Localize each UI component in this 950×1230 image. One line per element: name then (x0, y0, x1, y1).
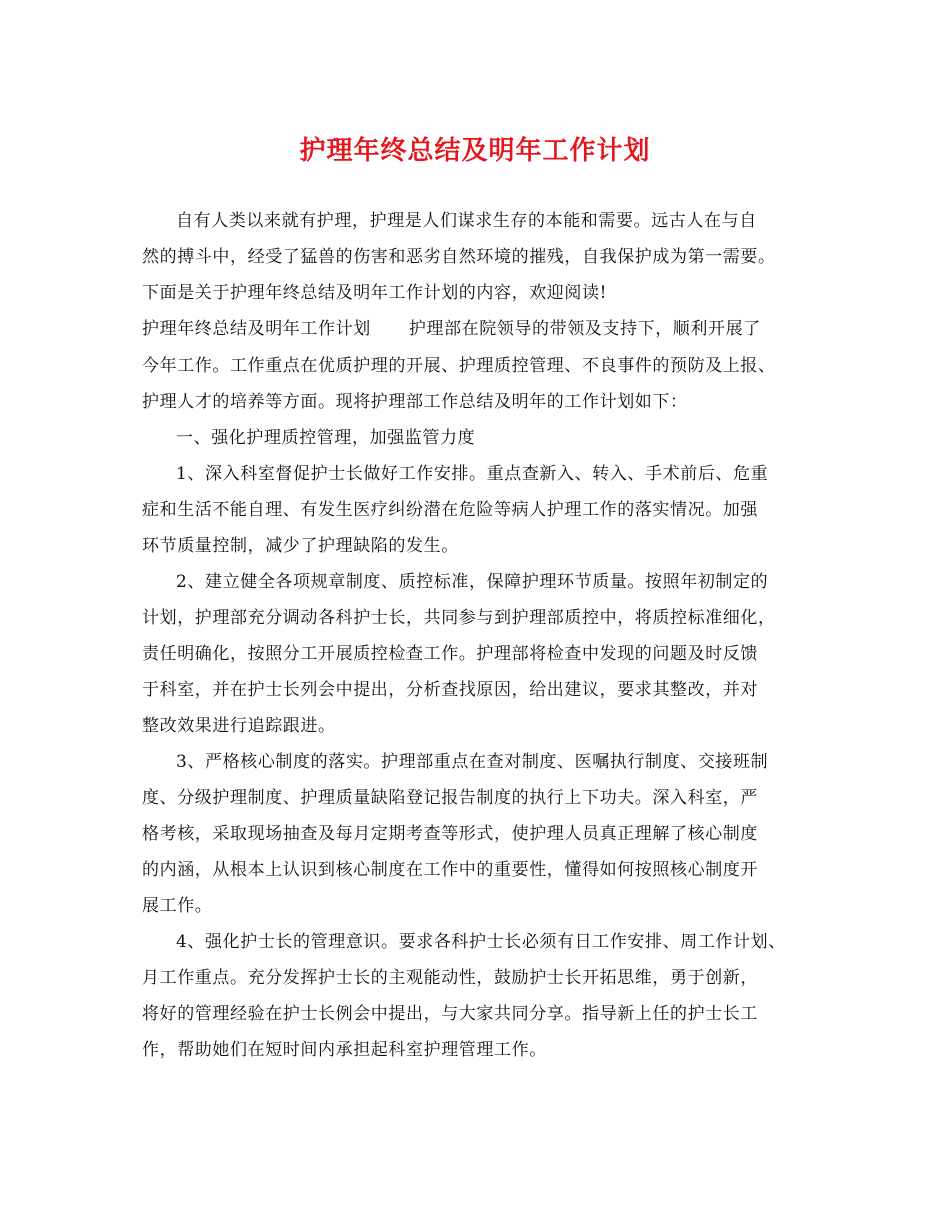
inline-text: 护理部在院领导的带领及支持下，顺利开展了 (408, 319, 761, 339)
section-heading: 一、强化护理质控管理，加强监管力度 (176, 428, 476, 448)
document-title: 护理年终总结及明年工作计划 (299, 136, 651, 166)
paragraph-line-heading (142, 318, 761, 340)
paragraph-line: 将好的管理经验在护士长例会中提出，与大家共同分享。指导新上任的护士长工 (142, 1004, 758, 1024)
paragraph-line: 护理人才的培养等方面。现将护理部工作总结及明年的工作计划如下： (142, 392, 688, 412)
paragraph-line: 展工作。 (142, 896, 213, 916)
paragraph-line: 自有人类以来就有护理，护理是人们谋求生存的本能和需要。远古人在与自 (176, 211, 757, 231)
paragraph-line: 3、严格核心制度的落实。护理部重点在查对制度、医嘱执行制度、交接班制 (176, 752, 769, 772)
inline-heading: 护理年终总结及明年工作计划 (142, 319, 371, 339)
paragraph-line: 于科室，并在护士长列会中提出，分析查找原因，给出建议，要求其整改，并对 (142, 680, 758, 700)
paragraph-line: 今年工作。工作重点在优质护理的开展、护理质控管理、不良事件的预防及上报、 (142, 356, 776, 376)
paragraph-line: 度、分级护理制度、护理质量缺陷登记报告制度的执行上下功夫。深入科室，严 (142, 788, 758, 808)
paragraph-line: 月工作重点。充分发挥护士长的主观能动性，鼓励护士长开拓思维，勇于创新， (142, 968, 758, 988)
paragraph-line: 环节质量控制，减少了护理缺陷的发生。 (142, 536, 459, 556)
paragraph-line: 症和生活不能自理、有发生医疗纠纷潜在危险等病人护理工作的落实情况。加强 (142, 500, 758, 520)
paragraph-line: 作，帮助她们在短时间内承担起科室护理管理工作。 (142, 1040, 547, 1060)
paragraph-line: 1、深入科室督促护士长做好工作安排。重点查新入、转入、手术前后、危重 (176, 464, 769, 484)
paragraph-line: 然的搏斗中，经受了猛兽的伤害和恶劣自然环境的摧残，自我保护成为第一需要。 (142, 247, 776, 267)
paragraph-line: 4、强化护士长的管理意识。要求各科护士长必须有日工作安排、周工作计划、 (176, 932, 786, 952)
paragraph-line: 计划，护理部充分调动各科护士长，共同参与到护理部质控中，将质控标准细化， (142, 608, 776, 628)
paragraph-line: 责任明确化，按照分工开展质控检查工作。护理部将检查中发现的问题及时反馈 (142, 644, 758, 664)
paragraph-line: 2、建立健全各项规章制度、质控标准，保障护理环节质量。按照年初制定的 (176, 572, 769, 592)
paragraph-line: 下面是关于护理年终总结及明年工作计划的内容，欢迎阅读! (142, 283, 608, 303)
paragraph-line: 的内涵，从根本上认识到核心制度在工作中的重要性，懂得如何按照核心制度开 (142, 860, 758, 880)
paragraph-line: 格考核，采取现场抽查及每月定期考查等形式，使护理人员真正理解了核心制度 (142, 824, 758, 844)
paragraph-line: 整改效果进行追踪跟进。 (142, 716, 336, 736)
